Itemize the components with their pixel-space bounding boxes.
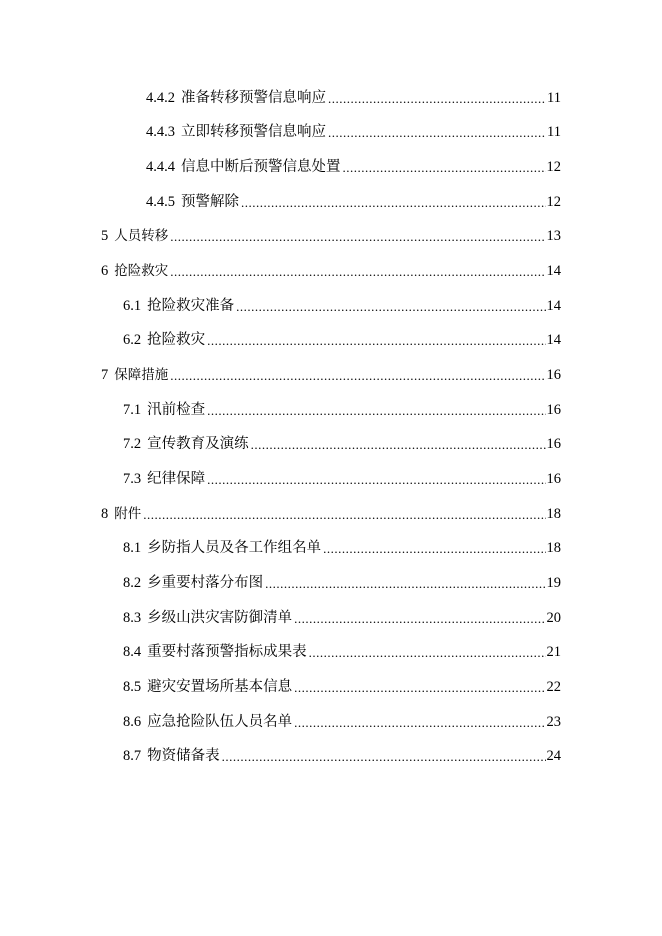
toc-title: 乡级山洪灾害防御清单	[147, 610, 293, 626]
toc-number: 6.2	[123, 332, 142, 348]
toc-number: 7.1	[123, 402, 142, 418]
toc-leader-dots	[251, 435, 546, 454]
toc-title: 宣传教育及演练	[147, 436, 249, 452]
toc-entry-8-2[interactable]	[123, 573, 561, 593]
toc-page-number: 11	[547, 90, 561, 106]
toc-page-number: 12	[546, 159, 561, 175]
toc-entry-6-2[interactable]	[123, 330, 561, 350]
toc-number: 4.4.4	[146, 159, 175, 175]
toc-number: 4.4.3	[146, 124, 175, 140]
toc-entry-7[interactable]	[101, 365, 561, 385]
toc-entry-8-1[interactable]	[123, 538, 561, 558]
toc-leader-dots	[265, 574, 545, 593]
toc-leader-dots	[222, 747, 546, 766]
toc-leader-dots	[170, 366, 545, 385]
toc-page-number: 14	[546, 332, 561, 348]
toc-page-number: 16	[546, 436, 561, 452]
toc-page-number: 23	[546, 714, 561, 730]
toc-title: 预警解除	[181, 194, 239, 210]
toc-leader-dots	[309, 643, 546, 662]
toc-title: 避灾安置场所基本信息	[147, 679, 293, 695]
toc-leader-dots	[170, 227, 545, 246]
toc-leader-dots	[143, 505, 545, 524]
toc-number: 5	[101, 228, 109, 244]
toc-title: 抢险救灾	[114, 263, 169, 279]
toc-title: 信息中断后预警信息处置	[181, 159, 341, 175]
toc-leader-dots	[294, 609, 545, 628]
toc-title: 重要村落预警指标成果表	[147, 644, 307, 660]
toc-entry-4-4-2[interactable]	[146, 88, 561, 108]
toc-leader-dots	[170, 262, 545, 281]
toc-entry-4-4-3[interactable]	[146, 122, 561, 142]
toc-leader-dots	[241, 193, 546, 212]
toc-number: 8.7	[123, 748, 142, 764]
toc-leader-dots	[323, 539, 545, 558]
toc-entry-7-3[interactable]	[123, 469, 561, 489]
toc-page-number: 16	[546, 367, 561, 383]
toc-title: 抢险救灾准备	[147, 298, 235, 314]
toc-entry-8-5[interactable]	[123, 677, 561, 697]
toc-title: 物资储备表	[147, 748, 220, 764]
toc-entry-8-7[interactable]	[123, 746, 561, 766]
toc-number: 7.3	[123, 471, 142, 487]
toc-leader-dots	[343, 158, 546, 177]
toc-entry-7-1[interactable]	[123, 400, 561, 420]
toc-entry-8-6[interactable]	[123, 712, 561, 732]
toc-entry-4-4-4[interactable]	[146, 157, 561, 177]
toc-page-number: 19	[546, 575, 561, 591]
toc-title: 汛前检查	[147, 402, 206, 418]
toc-entry-7-2[interactable]	[123, 434, 561, 454]
toc-number: 8.6	[123, 714, 142, 730]
toc-title: 附件	[114, 506, 142, 522]
toc-leader-dots	[328, 89, 546, 108]
toc-page-number: 14	[546, 298, 561, 314]
toc-title: 乡重要村落分布图	[147, 575, 264, 591]
toc-entry-6[interactable]	[101, 261, 561, 281]
toc-leader-dots	[294, 678, 545, 697]
toc-leader-dots	[207, 401, 545, 420]
toc-number: 6.1	[123, 298, 142, 314]
toc-title: 抢险救灾	[147, 332, 206, 348]
toc-title: 乡防指人员及各工作组名单	[147, 540, 322, 556]
toc-page-number: 21	[546, 644, 561, 660]
toc-page-number: 12	[546, 194, 561, 210]
toc-title: 准备转移预警信息响应	[181, 90, 326, 106]
toc-number: 6	[101, 263, 109, 279]
toc-number: 7.2	[123, 436, 142, 452]
toc-page-number: 18	[546, 506, 561, 522]
toc-page-number: 16	[546, 402, 561, 418]
toc-leader-dots	[294, 713, 545, 732]
toc-title: 人员转移	[114, 228, 169, 244]
toc-page-number: 16	[546, 471, 561, 487]
toc-number: 8	[101, 506, 109, 522]
toc-entry-4-4-5[interactable]	[146, 192, 561, 212]
toc-title: 保障措施	[114, 367, 169, 383]
toc-page-number: 22	[546, 679, 561, 695]
toc-entry-5[interactable]	[101, 226, 561, 246]
toc-leader-dots	[236, 297, 545, 316]
toc-title: 立即转移预警信息响应	[181, 124, 326, 140]
toc-page-number: 14	[546, 263, 561, 279]
toc-page-number: 24	[546, 748, 561, 764]
toc-title: 应急抢险队伍人员名单	[147, 714, 293, 730]
toc-page-number: 18	[546, 540, 561, 556]
toc-title: 纪律保障	[147, 471, 206, 487]
toc-number: 8.5	[123, 679, 142, 695]
toc-number: 8.3	[123, 610, 142, 626]
toc-leader-dots	[207, 470, 545, 489]
toc-entry-6-1[interactable]	[123, 296, 561, 316]
toc-entry-8[interactable]	[101, 504, 561, 524]
toc-number: 8.4	[123, 644, 142, 660]
toc-page-number: 13	[546, 228, 561, 244]
toc-number: 4.4.2	[146, 90, 175, 106]
toc-number: 4.4.5	[146, 194, 175, 210]
toc-number: 7	[101, 367, 109, 383]
toc-leader-dots	[207, 331, 545, 350]
toc-entry-8-4[interactable]	[123, 642, 561, 662]
toc-entry-8-3[interactable]	[123, 608, 561, 628]
toc-number: 8.1	[123, 540, 142, 556]
toc-page-number: 20	[546, 610, 561, 626]
toc-page-number: 11	[547, 124, 561, 140]
toc-leader-dots	[328, 123, 546, 142]
toc-number: 8.2	[123, 575, 142, 591]
